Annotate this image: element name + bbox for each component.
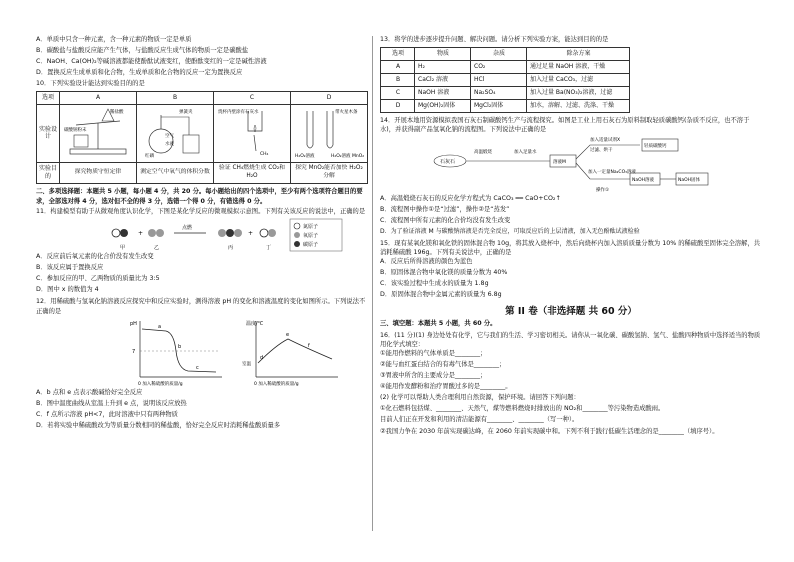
q15-option-a: A．反应后所得溶液的颜色为蓝色 xyxy=(380,257,473,265)
q11-reaction-diagram xyxy=(36,217,368,253)
legend-o: 氧原子 xyxy=(303,232,319,239)
part-2-heading: 第 II 卷（非选择题 共 60 分） xyxy=(505,305,637,317)
q12-option-c: C．f 点所示溶液 pH<7，此时溶液中只有两种物质 xyxy=(36,410,178,418)
svg-text:温度/℃: 温度/℃ xyxy=(246,320,264,327)
temperature-curve-graph xyxy=(242,317,342,389)
svg-text:加入足量水: 加入足量水 xyxy=(514,149,537,155)
q13-th: 杂质 xyxy=(471,48,527,61)
fig-a-label-2: 稀盐酸 xyxy=(110,110,124,115)
q13-th: 选项 xyxy=(381,48,415,61)
q14-option-b: B．流程图中操作①是“过滤”，操作②是“蒸发” xyxy=(380,205,510,213)
q10-th: B xyxy=(137,92,214,105)
q9-option-d: D．置换反应生成单质和化合物，生成单质和化合物的反应一定为置换反应 xyxy=(36,69,243,76)
q14-option-c: C．流程图中所有元素的化合价均没有发生改变 xyxy=(380,216,511,224)
q11-label-jia: 甲 xyxy=(120,244,126,251)
q11-option-d: D．图中 x 的数值为 4 xyxy=(36,285,99,293)
q10-fig-a xyxy=(60,105,137,163)
table-row: C NaOH 溶液 Na₂SO₄ 加入过量 Ba(NO₃)₂溶液，过滤 xyxy=(381,87,630,100)
svg-text:轻质碳酸钙: 轻质碳酸钙 xyxy=(644,143,667,149)
table-row: B CaCl₂ 溶液 HCl 加入过量 CaCO₃，过滤 xyxy=(381,74,630,87)
svg-text:操作①: 操作① xyxy=(596,187,610,193)
q10-table xyxy=(36,91,368,184)
q12-option-b: B．图中温度曲线从室温上升到 e 点，说明该反应放热 xyxy=(36,399,187,407)
q12-option-d: D．若将实验中稀硫酸改为等质量分数相同的稀盐酸，恰好完全反应时消耗稀盐酸质量多 xyxy=(36,421,281,429)
q10-fig-c xyxy=(214,105,291,163)
test-tubes-icon xyxy=(293,105,365,159)
svg-text:NaOH固体: NaOH固体 xyxy=(678,177,701,183)
ph-curve-graph xyxy=(126,317,226,389)
svg-text:过滤、烘干: 过滤、烘干 xyxy=(590,147,613,153)
fig-c-label-2: CH₄ xyxy=(260,152,269,157)
q10-purpose-a: 探究物质守恒定律 xyxy=(60,162,137,183)
q15-stem: 15．现有某氧化镁和氧化铁的固体混合物 10g，将其放入烧杯中，然后向烧杯内加入溶质质量分数为 10% 的稀硫酸至固体完全溶解，共消耗稀硫酸 196g。下列有关说法中，正确的是 xyxy=(380,239,761,257)
q16-item-1: ①能用作燃料的气体单质是________； xyxy=(380,349,487,357)
fig-d-label-2: H₂O₂溶液 xyxy=(295,154,315,159)
q13-th: 除杂方案 xyxy=(527,48,630,61)
q13-stem: 13．将学的进步逐步提升问题、解决问题。请分析下列实验方案，能达到目的的是 xyxy=(380,36,609,43)
svg-text:f: f xyxy=(308,342,310,349)
q12-graphs xyxy=(36,317,368,389)
q10-row-label: 实验设计 xyxy=(37,105,60,163)
svg-text:+: + xyxy=(248,229,254,237)
q11-option-b: B．该反应属于置换反应 xyxy=(36,263,104,271)
svg-text:NaOH溶液: NaOH溶液 xyxy=(632,177,655,183)
q13-th: 物质 xyxy=(415,48,471,61)
svg-text:b: b xyxy=(178,343,182,350)
flask-apparatus-icon xyxy=(139,105,211,159)
legend-n: 氮原子 xyxy=(303,223,319,230)
svg-text:pH: pH xyxy=(130,320,137,327)
q16-item-4: ④能用作发酵粉和治疗胃酸过多的是________。 xyxy=(380,382,512,390)
svg-text:高温煅烧: 高温煅烧 xyxy=(474,149,492,155)
q9-option-a: A．单质中只含一种元素，含一种元素的物质一定是单质 xyxy=(36,36,192,43)
svg-text:7: 7 xyxy=(132,348,136,355)
q10-th: D xyxy=(291,92,368,105)
q10-purpose-c: 验证 CH₄燃烧生成 CO₂和 H₂O xyxy=(214,162,291,183)
svg-text:e: e xyxy=(286,331,290,338)
table-row: A H₂ CO₂ 通过足量 NaOH 溶液，干燥 xyxy=(381,61,630,74)
fig-a-label-1: 碳酸钠粉末 xyxy=(64,128,87,133)
fig-d-label-3: H₂O₂溶液 MnO₂ xyxy=(331,154,365,159)
section-2-heading: 二、多项选择题：本题共 5 小题，每小题 4 分，共 20 分。每小题给出的四个选项中，至少有两个选项符合题目的要求，全部选对得 4 分，选对但不全的得 3 分，选错一个得 0 分，有错选得 0 分。 xyxy=(36,187,363,205)
q12-stem: 12．用稀硫酸与氢氧化钠溶液反应探究中和反应实验时，测得溶液 pH 的变化和溶液温度的变化如图所示。下列说法不正确的是 xyxy=(36,297,366,315)
q15-option-d: D．原固体混合物中金属元素的质量为 6.8g xyxy=(380,290,502,298)
q11-label-yi: 乙 xyxy=(154,244,160,251)
q9-option-c: C．NaOH、Ca(OH)₂等碱溶液都能使酚酞试液变红，使酚酞变红的一定是碱性溶液 xyxy=(36,58,267,65)
q15-option-c: C．该实验过程中生成水的质量为 1.8g xyxy=(380,279,489,287)
q11-condition: 点燃 xyxy=(182,224,193,231)
flow-limestone: 石灰石 xyxy=(440,158,456,165)
q10-th: A xyxy=(60,92,137,105)
svg-text:c: c xyxy=(196,364,199,371)
svg-text:a: a xyxy=(158,323,162,330)
q9-option-b: B．碳酸盐与盐酸反应能产生气体，与盐酸反应生成气体的物质一定是碳酸盐 xyxy=(36,47,249,54)
svg-text:加入适量试剂X: 加入适量试剂X xyxy=(590,137,621,143)
q11-label-ding: 丁 xyxy=(266,244,272,251)
column-divider xyxy=(372,36,373,531)
q16-part-2a: ①化石燃料包括煤、________、天然气，煤等燃料燃烧时排放出的 NO₂和________等污染物造成酸雨。 xyxy=(380,404,665,412)
q16-part-2c: ②我国力争在 2030 年前实现碳达峰，在 2060 年前实现碳中和。下列不利于践行低碳生活理念的是________（填序号）。 xyxy=(380,427,719,435)
q11-option-a: A．反应前后氧元素的化合价没有发生改变 xyxy=(36,252,154,260)
q15-option-b: B．原固体混合物中氧化镁的质量分数为 40% xyxy=(380,268,508,276)
q11-option-c: C．参加反应的甲、乙两物质的质量比为 3:5 xyxy=(36,274,160,282)
svg-text:0 加入稀硫酸的质量/g: 0 加入稀硫酸的质量/g xyxy=(138,381,183,387)
section-3-heading: 三、填空题：本题共 5 小题，共 60 分。 xyxy=(380,319,497,327)
table-row: D Mg(OH)₂固体 MgCl₂固体 加水，溶解、过滤、洗涤、干燥 xyxy=(381,100,630,113)
q14-option-a: A．高温煅烧石灰石的反应化学方程式为 CaCO₃ ══ CaO+CO₂↑ xyxy=(380,194,561,202)
q12-option-a: A．b 点和 e 点表示酸碱恰好完全反应 xyxy=(36,388,143,396)
q16-part-2: (2) 化学可以帮助人类合理利用自然资源，保护环境。请回答下列问题： xyxy=(380,393,580,401)
right-column xyxy=(380,36,762,436)
fig-b-label-1: 弹簧夹 xyxy=(179,110,193,115)
fig-b-label-4: 红磷 xyxy=(145,154,154,159)
q10-th: C xyxy=(214,92,291,105)
q14-flowchart xyxy=(380,135,762,195)
q10-purpose-b: 测定空气中氧气的体积分数 xyxy=(137,162,214,183)
fig-b-label-2: 空气 xyxy=(165,134,174,139)
q16-stem: 16．(11 分)(1) 身边处处有化学，它与我们的生活、学习密切相关。请你从一氧化碳、碳酸氢钠、氢气、盐酸四种物质中选择适当的物质用化学式填空： xyxy=(380,331,761,349)
svg-text:加入一定量Na₂CO₃溶液: 加入一定量Na₂CO₃溶液 xyxy=(588,169,636,175)
balance-apparatus-icon xyxy=(62,105,134,159)
q14-option-d: D．为了验证溶液 M 与碳酸钠溶液是否完全反应，可取反应后的上层清液，加入无色酚酞试液检验 xyxy=(380,227,640,235)
q16-item-2: ②能与血红蛋白结合的有毒气体是________； xyxy=(380,360,506,368)
q16-item-3: ③胃液中所含的主要成分是________； xyxy=(380,371,487,379)
fig-d-label-1: 带火星木条 xyxy=(335,110,358,115)
q10-fig-b xyxy=(137,105,214,163)
q13-table xyxy=(380,47,630,113)
svg-text:室温: 室温 xyxy=(242,361,251,367)
legend-c: 碳原子 xyxy=(303,241,319,248)
q11-stem: 11．构建模型有助于从微观角度认识化学，下图是某化学反应的微观模拟示意图。下列有关该反应的说法中，正确的是 xyxy=(36,207,366,215)
svg-text:d: d xyxy=(260,354,264,361)
q16-part-2b: 目前人们正在开发和利用的清洁能源有________、________（写一种）。 xyxy=(380,415,579,423)
q10-th: 选项 xyxy=(37,92,60,105)
q10-row-label: 实验目的 xyxy=(37,162,60,183)
svg-text:溶液M: 溶液M xyxy=(553,159,566,165)
fig-c-label-1: 烧杯内壁涂有石灰水 xyxy=(218,110,259,115)
q10-fig-d xyxy=(291,105,368,163)
beaker-flame-icon xyxy=(216,105,288,159)
q10-stem: 10．下列实验设计能达到实验目的的是 xyxy=(36,80,145,87)
left-column xyxy=(36,36,368,433)
svg-text:0 加入稀硫酸的质量/g: 0 加入稀硫酸的质量/g xyxy=(254,381,299,387)
svg-text:+: + xyxy=(138,229,144,237)
q10-purpose-d: 探究 MnO₂能否加快 H₂O₂分解 xyxy=(291,162,368,183)
q14-stem: 14．开展本地用资源模拟我国石灰石制碳酸钙生产与流程探究。如图是工业上用石灰石为原料制取轻质碳酸钙(杂质不反应，也不溶于水)，并获得副产品氢氧化钠的流程图。下列说法中正确的是 xyxy=(380,117,750,134)
fig-b-label-3: 水液 xyxy=(165,142,174,147)
q11-label-bing: 丙 xyxy=(228,244,234,251)
